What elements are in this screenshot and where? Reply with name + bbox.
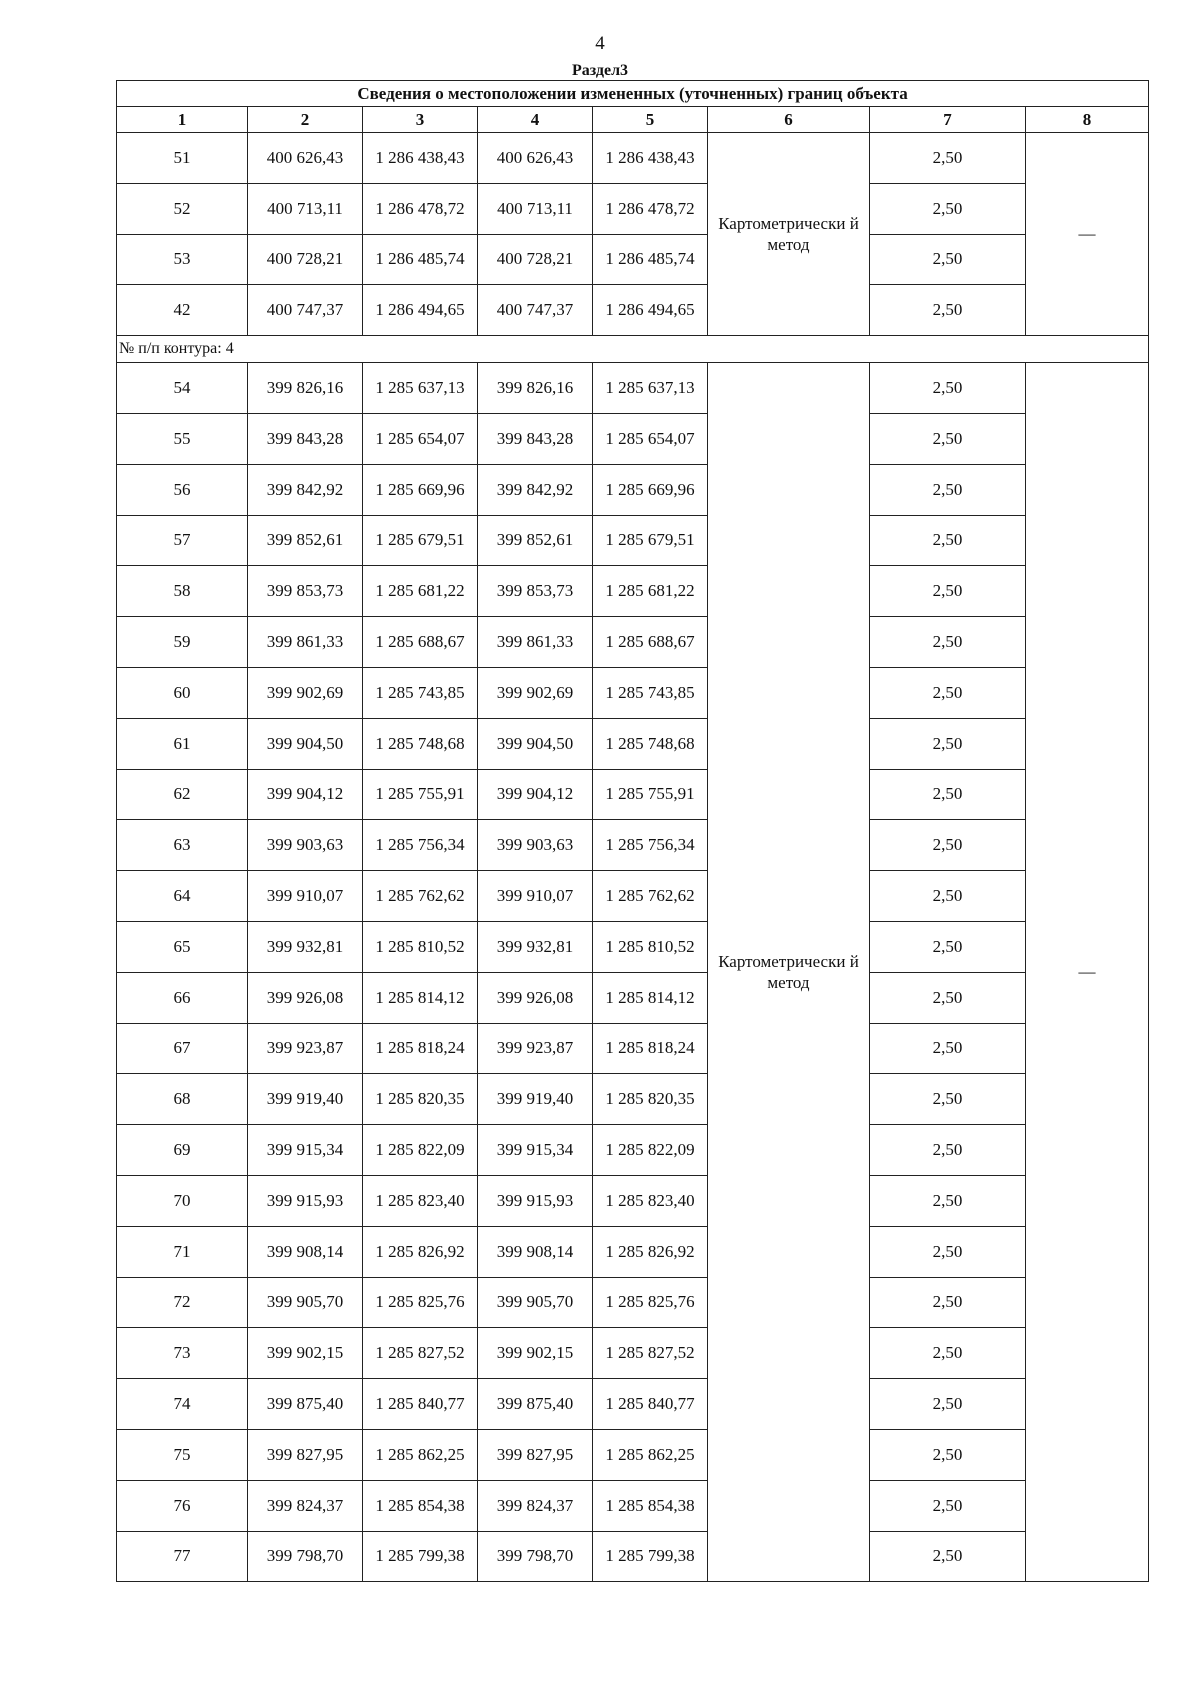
new-x-cell: 399 926,08 xyxy=(478,972,593,1023)
old-x-cell: 399 843,28 xyxy=(248,413,363,464)
old-y-cell: 1 285 679,51 xyxy=(363,515,478,566)
old-x-cell: 399 908,14 xyxy=(248,1226,363,1277)
old-x-cell: 400 747,37 xyxy=(248,285,363,336)
point-number-cell: 58 xyxy=(117,566,248,617)
accuracy-cell: 2,50 xyxy=(870,1429,1026,1480)
point-number-cell: 65 xyxy=(117,921,248,972)
table-row xyxy=(117,972,1149,1023)
note-cell: — xyxy=(1026,133,1149,336)
table-row xyxy=(117,769,1149,820)
point-number-cell: 74 xyxy=(117,1379,248,1430)
old-x-cell: 400 728,21 xyxy=(248,234,363,285)
old-x-cell: 399 915,93 xyxy=(248,1175,363,1226)
table-row xyxy=(117,1074,1149,1125)
table-row xyxy=(117,1531,1149,1582)
accuracy-cell: 2,50 xyxy=(870,1480,1026,1531)
old-y-cell: 1 285 823,40 xyxy=(363,1175,478,1226)
accuracy-cell: 2,50 xyxy=(870,363,1026,414)
new-y-cell: 1 285 679,51 xyxy=(593,515,708,566)
new-x-cell: 399 915,34 xyxy=(478,1125,593,1176)
point-number-cell: 51 xyxy=(117,133,248,184)
table-row xyxy=(117,234,1149,285)
coordinates-table xyxy=(116,80,1149,1582)
accuracy-cell: 2,50 xyxy=(870,1125,1026,1176)
old-y-cell: 1 285 820,35 xyxy=(363,1074,478,1125)
old-x-cell: 399 853,73 xyxy=(248,566,363,617)
accuracy-cell: 2,50 xyxy=(870,769,1026,820)
new-x-cell: 400 626,43 xyxy=(478,133,593,184)
new-y-cell: 1 285 688,67 xyxy=(593,617,708,668)
new-y-cell: 1 285 681,22 xyxy=(593,566,708,617)
accuracy-cell: 2,50 xyxy=(870,1531,1026,1582)
accuracy-cell: 2,50 xyxy=(870,1379,1026,1430)
old-y-cell: 1 286 494,65 xyxy=(363,285,478,336)
new-x-cell: 399 904,12 xyxy=(478,769,593,820)
column-number: 1 xyxy=(117,107,248,133)
point-number-cell: 69 xyxy=(117,1125,248,1176)
accuracy-cell: 2,50 xyxy=(870,1277,1026,1328)
table-row xyxy=(117,1480,1149,1531)
accuracy-cell: 2,50 xyxy=(870,413,1026,464)
table-row xyxy=(117,871,1149,922)
accuracy-cell: 2,50 xyxy=(870,515,1026,566)
table-row xyxy=(117,183,1149,234)
old-y-cell: 1 285 688,67 xyxy=(363,617,478,668)
point-number-cell: 73 xyxy=(117,1328,248,1379)
point-number-cell: 72 xyxy=(117,1277,248,1328)
old-y-cell: 1 285 637,13 xyxy=(363,363,478,414)
old-x-cell: 399 904,50 xyxy=(248,718,363,769)
old-x-cell: 399 842,92 xyxy=(248,464,363,515)
old-y-cell: 1 286 485,74 xyxy=(363,234,478,285)
accuracy-cell: 2,50 xyxy=(870,285,1026,336)
old-y-cell: 1 285 756,34 xyxy=(363,820,478,871)
new-x-cell: 399 861,33 xyxy=(478,617,593,668)
new-x-cell: 399 826,16 xyxy=(478,363,593,414)
table-row xyxy=(117,820,1149,871)
old-y-cell: 1 285 743,85 xyxy=(363,667,478,718)
accuracy-cell: 2,50 xyxy=(870,183,1026,234)
new-y-cell: 1 285 743,85 xyxy=(593,667,708,718)
new-x-cell: 399 875,40 xyxy=(478,1379,593,1430)
old-y-cell: 1 285 762,62 xyxy=(363,871,478,922)
point-number-cell: 57 xyxy=(117,515,248,566)
point-number-cell: 68 xyxy=(117,1074,248,1125)
new-x-cell: 399 905,70 xyxy=(478,1277,593,1328)
accuracy-cell: 2,50 xyxy=(870,234,1026,285)
table-row xyxy=(117,285,1149,336)
new-y-cell: 1 285 854,38 xyxy=(593,1480,708,1531)
table-caption: Сведения о местоположении измененных (уточненных) границ объекта xyxy=(117,81,1149,107)
table-row xyxy=(117,413,1149,464)
new-y-cell: 1 285 799,38 xyxy=(593,1531,708,1582)
table-row xyxy=(117,515,1149,566)
new-y-cell: 1 285 826,92 xyxy=(593,1226,708,1277)
table-row xyxy=(117,1328,1149,1379)
old-x-cell: 400 626,43 xyxy=(248,133,363,184)
point-number-cell: 42 xyxy=(117,285,248,336)
point-number-cell: 75 xyxy=(117,1429,248,1480)
new-x-cell: 399 824,37 xyxy=(478,1480,593,1531)
contour-row xyxy=(117,336,1149,363)
new-x-cell: 399 915,93 xyxy=(478,1175,593,1226)
accuracy-cell: 2,50 xyxy=(870,871,1026,922)
table-row xyxy=(117,617,1149,668)
old-x-cell: 399 902,15 xyxy=(248,1328,363,1379)
old-y-cell: 1 285 799,38 xyxy=(363,1531,478,1582)
column-number: 5 xyxy=(593,107,708,133)
point-number-cell: 59 xyxy=(117,617,248,668)
old-x-cell: 399 919,40 xyxy=(248,1074,363,1125)
old-x-cell: 399 875,40 xyxy=(248,1379,363,1430)
column-number: 6 xyxy=(708,107,870,133)
table-row xyxy=(117,718,1149,769)
table-row xyxy=(117,1175,1149,1226)
new-x-cell: 399 827,95 xyxy=(478,1429,593,1480)
old-y-cell: 1 285 669,96 xyxy=(363,464,478,515)
new-y-cell: 1 285 818,24 xyxy=(593,1023,708,1074)
table-row xyxy=(117,921,1149,972)
accuracy-cell: 2,50 xyxy=(870,133,1026,184)
point-number-cell: 67 xyxy=(117,1023,248,1074)
point-number-cell: 70 xyxy=(117,1175,248,1226)
old-y-cell: 1 285 840,77 xyxy=(363,1379,478,1430)
old-x-cell: 399 932,81 xyxy=(248,921,363,972)
new-y-cell: 1 285 862,25 xyxy=(593,1429,708,1480)
new-x-cell: 399 842,92 xyxy=(478,464,593,515)
old-x-cell: 399 926,08 xyxy=(248,972,363,1023)
new-y-cell: 1 286 485,74 xyxy=(593,234,708,285)
old-y-cell: 1 285 825,76 xyxy=(363,1277,478,1328)
new-y-cell: 1 285 748,68 xyxy=(593,718,708,769)
new-x-cell: 400 747,37 xyxy=(478,285,593,336)
new-y-cell: 1 285 827,52 xyxy=(593,1328,708,1379)
column-number: 4 xyxy=(478,107,593,133)
accuracy-cell: 2,50 xyxy=(870,1226,1026,1277)
new-y-cell: 1 286 494,65 xyxy=(593,285,708,336)
old-x-cell: 399 903,63 xyxy=(248,820,363,871)
accuracy-cell: 2,50 xyxy=(870,464,1026,515)
point-number-cell: 76 xyxy=(117,1480,248,1531)
new-y-cell: 1 286 438,43 xyxy=(593,133,708,184)
note-cell: — xyxy=(1026,363,1149,1582)
old-x-cell: 399 923,87 xyxy=(248,1023,363,1074)
table-row xyxy=(117,133,1149,184)
new-x-cell: 399 923,87 xyxy=(478,1023,593,1074)
table-row xyxy=(117,566,1149,617)
old-y-cell: 1 285 654,07 xyxy=(363,413,478,464)
table-row xyxy=(117,667,1149,718)
new-y-cell: 1 285 810,52 xyxy=(593,921,708,972)
accuracy-cell: 2,50 xyxy=(870,1175,1026,1226)
section-title: Раздел3 xyxy=(571,62,629,79)
old-y-cell: 1 285 862,25 xyxy=(363,1429,478,1480)
old-x-cell: 399 827,95 xyxy=(248,1429,363,1480)
point-number-cell: 54 xyxy=(117,363,248,414)
old-y-cell: 1 285 681,22 xyxy=(363,566,478,617)
new-x-cell: 399 853,73 xyxy=(478,566,593,617)
new-x-cell: 399 904,50 xyxy=(478,718,593,769)
accuracy-cell: 2,50 xyxy=(870,566,1026,617)
old-x-cell: 399 798,70 xyxy=(248,1531,363,1582)
old-y-cell: 1 285 827,52 xyxy=(363,1328,478,1379)
old-y-cell: 1 286 438,43 xyxy=(363,133,478,184)
new-x-cell: 400 728,21 xyxy=(478,234,593,285)
new-x-cell: 399 932,81 xyxy=(478,921,593,972)
point-number-cell: 71 xyxy=(117,1226,248,1277)
column-number: 3 xyxy=(363,107,478,133)
accuracy-cell: 2,50 xyxy=(870,667,1026,718)
old-x-cell: 400 713,11 xyxy=(248,183,363,234)
old-x-cell: 399 910,07 xyxy=(248,871,363,922)
old-x-cell: 399 915,34 xyxy=(248,1125,363,1176)
new-y-cell: 1 285 756,34 xyxy=(593,820,708,871)
point-number-cell: 60 xyxy=(117,667,248,718)
table-row xyxy=(117,1429,1149,1480)
table-row xyxy=(117,1277,1149,1328)
new-y-cell: 1 285 654,07 xyxy=(593,413,708,464)
old-x-cell: 399 852,61 xyxy=(248,515,363,566)
new-x-cell: 399 908,14 xyxy=(478,1226,593,1277)
contour-label: № п/п контура: 4 xyxy=(117,336,1149,363)
new-x-cell: 399 798,70 xyxy=(478,1531,593,1582)
point-number-cell: 77 xyxy=(117,1531,248,1582)
column-number: 7 xyxy=(870,107,1026,133)
new-x-cell: 399 852,61 xyxy=(478,515,593,566)
accuracy-cell: 2,50 xyxy=(870,718,1026,769)
new-x-cell: 399 902,69 xyxy=(478,667,593,718)
page-number: 4 xyxy=(595,33,605,54)
new-x-cell: 399 843,28 xyxy=(478,413,593,464)
new-y-cell: 1 285 820,35 xyxy=(593,1074,708,1125)
accuracy-cell: 2,50 xyxy=(870,617,1026,668)
column-number: 8 xyxy=(1026,107,1149,133)
old-y-cell: 1 285 822,09 xyxy=(363,1125,478,1176)
new-y-cell: 1 285 637,13 xyxy=(593,363,708,414)
point-number-cell: 64 xyxy=(117,871,248,922)
old-x-cell: 399 905,70 xyxy=(248,1277,363,1328)
old-y-cell: 1 285 818,24 xyxy=(363,1023,478,1074)
old-y-cell: 1 285 748,68 xyxy=(363,718,478,769)
point-number-cell: 61 xyxy=(117,718,248,769)
old-y-cell: 1 285 814,12 xyxy=(363,972,478,1023)
new-y-cell: 1 285 823,40 xyxy=(593,1175,708,1226)
old-y-cell: 1 285 810,52 xyxy=(363,921,478,972)
table-row xyxy=(117,1023,1149,1074)
method-cell: Картометрически й метод xyxy=(708,133,870,336)
accuracy-cell: 2,50 xyxy=(870,1074,1026,1125)
new-y-cell: 1 285 762,62 xyxy=(593,871,708,922)
new-x-cell: 399 919,40 xyxy=(478,1074,593,1125)
new-y-cell: 1 285 669,96 xyxy=(593,464,708,515)
table-row xyxy=(117,464,1149,515)
accuracy-cell: 2,50 xyxy=(870,820,1026,871)
old-x-cell: 399 861,33 xyxy=(248,617,363,668)
old-x-cell: 399 826,16 xyxy=(248,363,363,414)
old-y-cell: 1 285 826,92 xyxy=(363,1226,478,1277)
accuracy-cell: 2,50 xyxy=(870,1023,1026,1074)
new-y-cell: 1 285 825,76 xyxy=(593,1277,708,1328)
accuracy-cell: 2,50 xyxy=(870,972,1026,1023)
old-y-cell: 1 285 854,38 xyxy=(363,1480,478,1531)
old-y-cell: 1 286 478,72 xyxy=(363,183,478,234)
new-x-cell: 399 902,15 xyxy=(478,1328,593,1379)
method-cell: Картометрически й метод xyxy=(708,363,870,1582)
point-number-cell: 63 xyxy=(117,820,248,871)
new-x-cell: 399 910,07 xyxy=(478,871,593,922)
table-row xyxy=(117,363,1149,414)
old-x-cell: 399 902,69 xyxy=(248,667,363,718)
table-row xyxy=(117,1226,1149,1277)
new-y-cell: 1 285 840,77 xyxy=(593,1379,708,1430)
table-row xyxy=(117,1125,1149,1176)
table-row xyxy=(117,1379,1149,1430)
point-number-cell: 56 xyxy=(117,464,248,515)
old-y-cell: 1 285 755,91 xyxy=(363,769,478,820)
accuracy-cell: 2,50 xyxy=(870,921,1026,972)
point-number-cell: 55 xyxy=(117,413,248,464)
new-x-cell: 399 903,63 xyxy=(478,820,593,871)
new-y-cell: 1 285 755,91 xyxy=(593,769,708,820)
new-y-cell: 1 285 822,09 xyxy=(593,1125,708,1176)
point-number-cell: 66 xyxy=(117,972,248,1023)
old-x-cell: 399 904,12 xyxy=(248,769,363,820)
new-y-cell: 1 285 814,12 xyxy=(593,972,708,1023)
point-number-cell: 52 xyxy=(117,183,248,234)
point-number-cell: 53 xyxy=(117,234,248,285)
old-x-cell: 399 824,37 xyxy=(248,1480,363,1531)
new-y-cell: 1 286 478,72 xyxy=(593,183,708,234)
accuracy-cell: 2,50 xyxy=(870,1328,1026,1379)
column-number: 2 xyxy=(248,107,363,133)
point-number-cell: 62 xyxy=(117,769,248,820)
new-x-cell: 400 713,11 xyxy=(478,183,593,234)
